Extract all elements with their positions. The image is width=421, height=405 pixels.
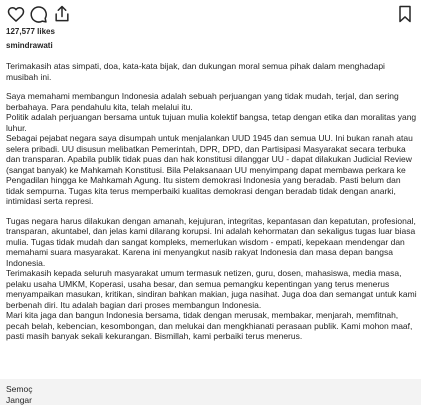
heart-icon[interactable] [6,4,26,24]
caption-truncated-lines[interactable] [6,384,32,405]
caption-faded-line: Semoç [6,384,33,394]
share-icon[interactable] [52,4,72,24]
caption-paragraph: Tugas negara harus dilakukan dengan amanah, kejujuran, integritas, kepantasan dan kepatutan, profesional, transparan, akuntabel, dan jelas kami dilarang korupsi. Ini adalah kehormatan dan sekaligus tugas luar biasa mulia. Tugas tidak mudah dan sangat kompleks, memerlukan wisdom - empati, kepekaan mendengar dan memahami suara masyarakat. Karena ini menyangkut nasib rakyat Indonesia dan masa depan bangsa Indonesia. Terimakasih kepada seluruh masyarakat umum termasuk netizen, guru, dosen, mahasiswa, media masa, pelaku usaha UMKM, Koperasi, usaha besar, dan semua pemangku kepentingan yang terus menerus menyampaikan masukan, kritikan, sindiran bahkan makian, juga nasihat. Juga doa dan semangat untuk kami berbenah diri. Itu adalah bagian dari proses membangun Indonesia. Mari kita jaga dan bangun Indonesia bersama, tidak dengan merusak, membakar, menjarah, memfitnah, pecah belah, kebencian, kesombongan, dan melukai dan mengkhianati perasaan publik. Kami mohon maaf, pasti masih banyak sekali kekurangan. Bismillah, kami perbaiki terus menerus. [6,215,417,341]
likes-count[interactable]: 127,577 likes [6,27,55,36]
bookmark-icon[interactable] [395,4,415,24]
action-bar [6,4,415,24]
comment-icon[interactable] [28,4,48,24]
post-username[interactable]: smindrawati [6,41,53,50]
caption-fade-overlay [0,379,421,405]
caption-paragraph: Saya memahami membangun Indonesia adalah sebuah perjuangan yang tidak mudah, terjal, dan sering berbahaya. Para pendahulu kita, telah melalui itu. Politik adalah perjuangan bersama untuk tujuan mulia kolektif bangsa, tetap dengan etika dan moralitas yang luhur. Sebagai pejabat negara saya disumpah untuk menjalankan UUD 1945 dan semua UU. Ini bukan ranah atau selera pribadi. UU disusun melibatkan Pemerintah, DPR, DPD, dan Partisipasi Masyarakat secara terbuka dan transparan. Apabila publik tidak puas dan hak konstitusi dilanggar UU - dapat dilakukan Judicial Review (sangat banyak) ke Mahkamah Konstitusi. Bila Pelaksanaan UU menyimpang dapat membawa perkara ke Pengadilan hingga ke Mahkamah Agung. Itu sistem demokrasi Indonesia yang beradab. Pasti belum dan tidak sempurna. Tugas kita terus memperbaiki kualitas demokrasi dengan beradab tidak dengan anarki, intimidasi serta represi. [6,91,417,206]
post-caption [6,61,418,351]
caption-paragraph: Terimakasih atas simpati, doa, kata-kata bijak, dan dukungan moral semua pihak dalam menghadapi musibah ini. [6,61,385,82]
caption-faded-line: Jangar [6,394,32,405]
